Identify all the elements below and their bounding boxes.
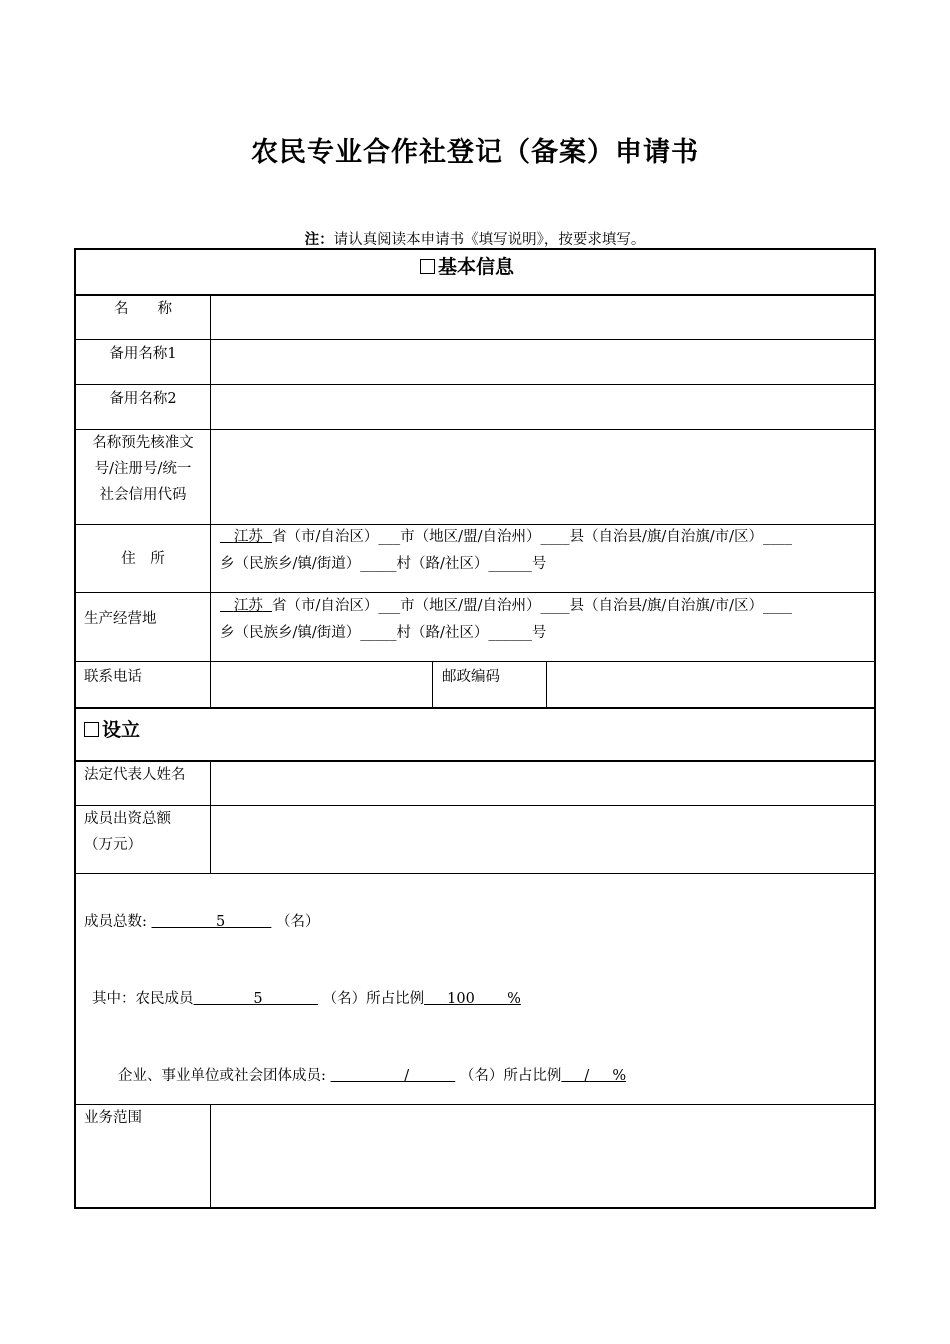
name-label: 名 称 <box>114 301 172 317</box>
org-percent: % <box>612 1068 627 1084</box>
note-prefix: 注： <box>304 231 334 248</box>
name-input[interactable] <box>212 296 874 338</box>
establish-heading-text: 设立 <box>102 719 141 741</box>
fill-note <box>0 228 950 249</box>
residence-address-line2[interactable]: 乡（民族乡/镇/街道）_____村（路/社区）______号 <box>220 556 547 572</box>
farmer-ratio-text: 100 <box>447 991 475 1007</box>
member-total-row <box>84 909 319 935</box>
farmer-percent: % <box>507 991 521 1007</box>
page-title: 农民专业合作社登记（备案）申请书 <box>251 137 699 168</box>
org-member-text: / <box>404 1068 410 1084</box>
phone-input[interactable] <box>212 663 431 706</box>
preapproval-label-3: 社会信用代码 <box>99 487 187 503</box>
business-place-label: 生产经营地 <box>84 611 157 627</box>
residence-province-value <box>220 529 272 545</box>
capital-label-1: 成员出资总额 <box>84 811 171 827</box>
org-member-row <box>118 1063 626 1089</box>
residence-label: 住 所 <box>121 551 165 567</box>
farmer-ratio-value[interactable] <box>424 991 521 1007</box>
business-scope-input[interactable] <box>212 1106 874 1206</box>
org-member-value[interactable] <box>331 1068 456 1084</box>
farmer-member-label: 其中：农民成员 <box>92 991 194 1007</box>
business-province-text: 江苏 <box>233 598 263 614</box>
org-ratio-text: / <box>584 1068 590 1084</box>
member-total-label: 成员总数: <box>84 914 147 930</box>
section-establish-heading <box>84 715 140 742</box>
preapproval-label-2: 号/注册号/统一 <box>94 461 192 477</box>
farmer-ratio-label: （名）所占比例 <box>322 991 425 1007</box>
postal-code-input[interactable] <box>548 663 874 706</box>
org-ratio-value[interactable] <box>561 1068 626 1084</box>
org-member-label: 企业、事业单位或社会团体成员: <box>118 1068 326 1084</box>
business-province-value <box>220 598 272 614</box>
residence-line1-text: 省（市/自治区）___市（地区/盟/自治州）____县（自治县/旗/自治旗/市/区）____ <box>272 529 792 545</box>
preapproval-code-input[interactable] <box>212 431 874 523</box>
member-total-text: 5 <box>216 914 226 930</box>
member-total-unit: （名） <box>275 914 320 930</box>
basic-heading-text: 基本信息 <box>438 256 515 278</box>
farmer-member-row <box>92 986 521 1012</box>
capital-input[interactable] <box>212 807 874 872</box>
business-address-line2[interactable]: 乡（民族乡/镇/街道）_____村（路/社区）______号 <box>220 625 547 641</box>
basic-checkbox[interactable] <box>420 259 435 274</box>
establish-checkbox[interactable] <box>84 722 99 737</box>
note-text: 请认真阅读本申请书《填写说明》，按要求填写。 <box>333 232 646 248</box>
phone-label: 联系电话 <box>84 669 142 685</box>
residence-province-text: 江苏 <box>233 529 263 545</box>
alt-name2-label: 备用名称2 <box>109 391 177 407</box>
farmer-member-value[interactable] <box>194 991 318 1007</box>
legal-rep-label: 法定代表人姓名 <box>84 767 186 783</box>
farmer-member-text: 5 <box>253 991 263 1007</box>
alt-name1-input[interactable] <box>212 341 874 383</box>
capital-label-2: （万元） <box>84 837 142 853</box>
org-ratio-label: （名）所占比例 <box>459 1068 562 1084</box>
alt-name2-input[interactable] <box>212 386 874 428</box>
residence-address-line1[interactable] <box>220 524 792 550</box>
alt-name1-label: 备用名称1 <box>109 346 177 362</box>
business-scope-label: 业务范围 <box>84 1110 142 1126</box>
business-address-line1[interactable] <box>220 593 792 619</box>
legal-rep-input[interactable] <box>212 762 874 804</box>
postal-code-label: 邮政编码 <box>442 669 500 685</box>
business-line1-text: 省（市/自治区）___市（地区/盟/自治州）____县（自治县/旗/自治旗/市/区）____ <box>272 598 792 614</box>
preapproval-label-1: 名称预先核准文 <box>92 435 194 451</box>
member-total-value[interactable] <box>152 914 272 930</box>
section-basic-heading <box>420 252 514 279</box>
